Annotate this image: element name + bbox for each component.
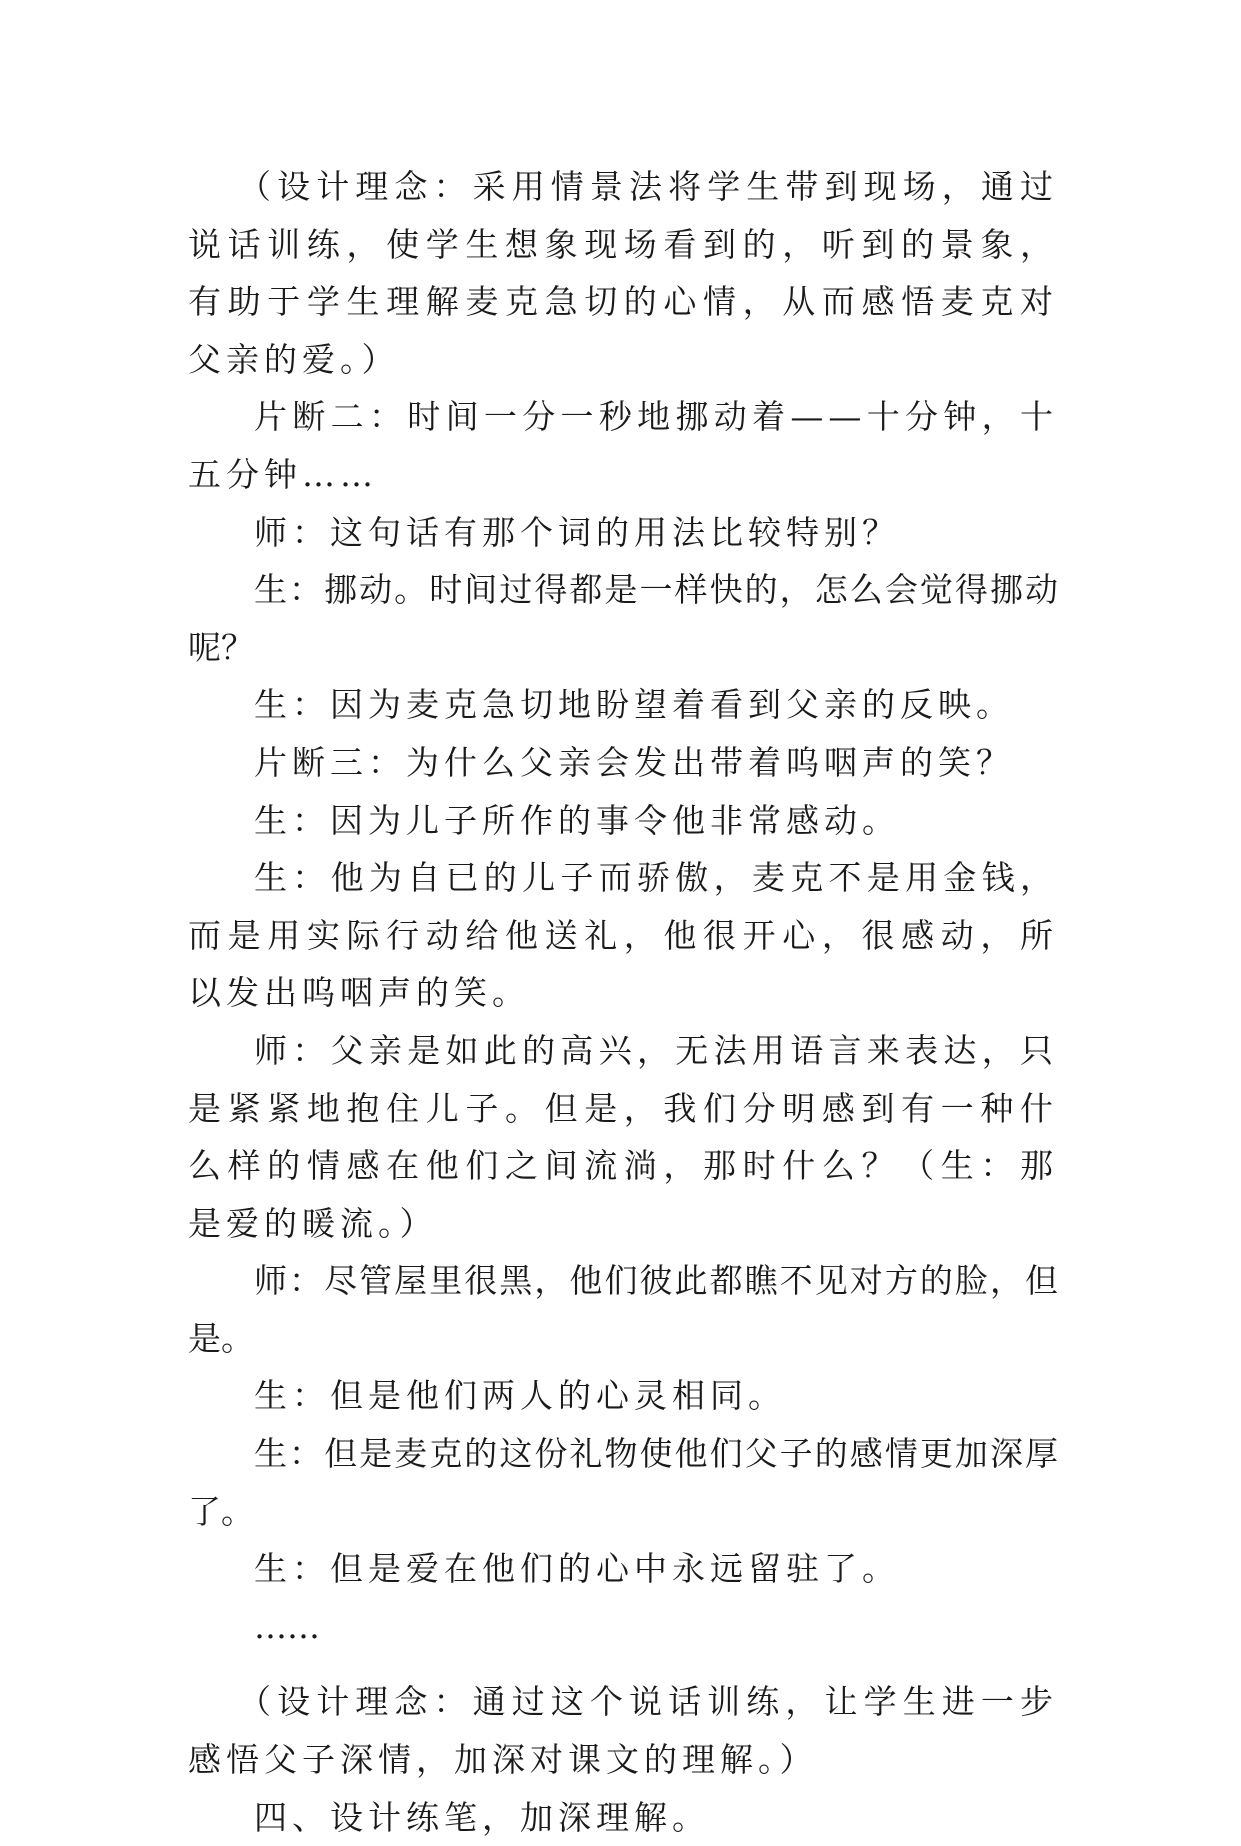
dialogue-line: 生：挪动。时间过得都是一样快的，怎么会觉得挪动呢？ [188, 570, 1058, 667]
ellipsis-line: …… [254, 1606, 320, 1646]
dialogue-line: 生：因为麦克急切地盼望着看到父亲的反映。 [254, 685, 1014, 725]
dialogue-line: 生：但是他们两人的心灵相同。 [254, 1376, 786, 1416]
fragment-three-paragraph: 片断三：为什么父亲会发出带着呜咽声的笑？ [254, 742, 1014, 782]
dialogue-line: 生：但是麦克的这份礼物使他们父子的感情更加深厚了。 [188, 1434, 1058, 1531]
fragment-two-paragraph: 片断二：时间一分一秒地挪动着——十分钟，十五分钟…… [188, 397, 1058, 494]
dialogue-line: 师：父亲是如此的高兴，无法用语言来表达，只是紧紧地抱住儿子。但是，我们分明感到有一种什么样的情感在他们之间流淌，那时什么？（生：那是爱的暖流。） [188, 1030, 1058, 1243]
dialogue-line: 生：因为儿子所作的事令他非常感动。 [254, 800, 900, 840]
dialogue-line: 师：这句话有那个词的用法比较特别？ [254, 512, 900, 552]
dialogue-line: 师：尽管屋里很黑，他们彼此都瞧不见对方的脸，但是。 [188, 1261, 1058, 1358]
section-heading: 四、设计练笔，加深理解。 [254, 1797, 710, 1837]
dialogue-line: 生：但是爱在他们的心中永远留驻了。 [254, 1549, 900, 1589]
dialogue-line: 生：他为自已的儿子而骄傲，麦克不是用金钱，而是用实际行动给他送礼，他很开心，很感动，所以发出呜咽声的笑。 [188, 858, 1058, 1013]
design-note-paragraph: （设计理念：采用情景法将学生带到现场，通过说话训练，使学生想象现场看到的，听到的景象，有助于学生理解麦克急切的心情，从而感悟麦克对父亲的爱。） [188, 167, 1058, 379]
design-note-paragraph: （设计理念：通过这个说话训练，让学生进一步感悟父子深情，加深对课文的理解。） [188, 1682, 1058, 1780]
document-page [188, 158, 1058, 1846]
